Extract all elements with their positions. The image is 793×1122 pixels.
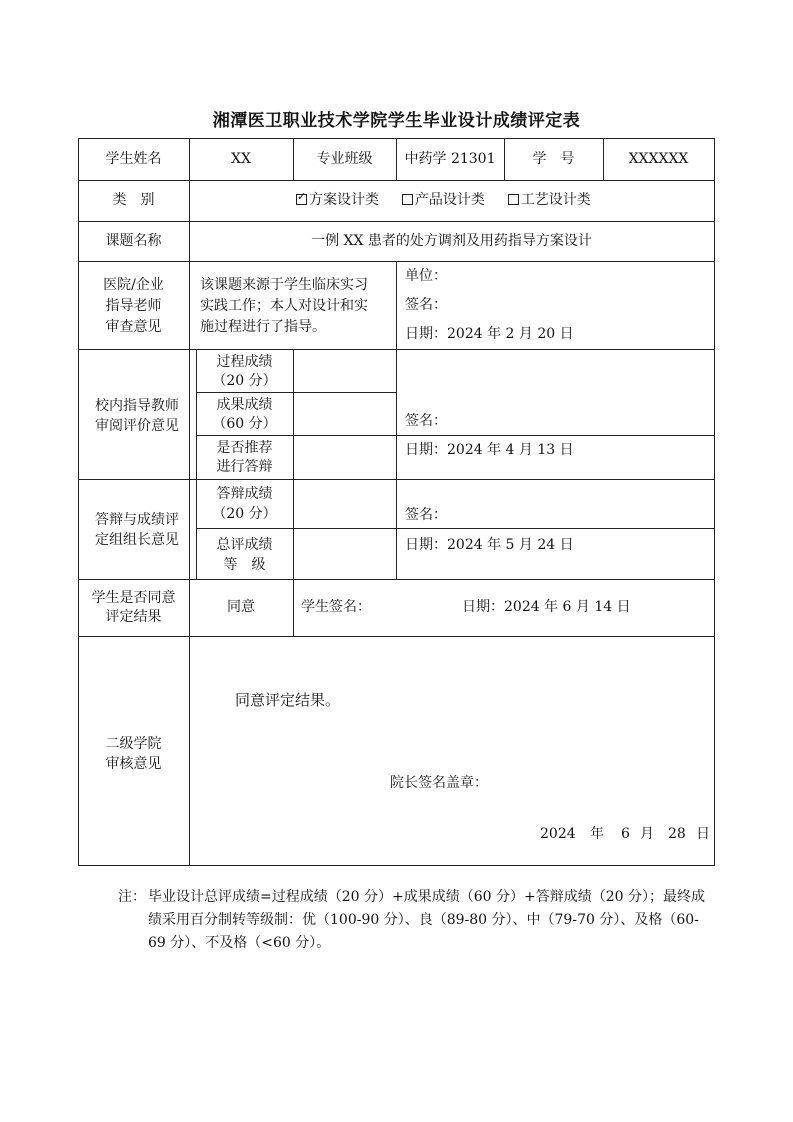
footnote-lead: 注： <box>118 889 146 905</box>
total-score-label-2: 等 级 <box>223 557 266 573</box>
defense-score-label-2: （20 分） <box>212 506 277 522</box>
class-value: 中药学 21301 <box>404 151 496 167</box>
student-id-label: 学 号 <box>532 151 575 167</box>
topic-label: 课题名称 <box>105 233 162 249</box>
college-date-year: 2024 <box>540 826 576 842</box>
hospital-label-line-3: 审查意见 <box>105 319 162 335</box>
page-title: 湘潭医卫职业技术学院学生毕业设计成绩评定表 <box>212 111 581 131</box>
category-option-2[interactable]: 产品设计类 <box>402 192 485 208</box>
category-options <box>296 190 591 210</box>
school-label-line-1: 校内指导教师 <box>95 398 179 414</box>
recommend-label-1: 是否推荐 <box>216 440 273 456</box>
defense-sign-label: 签名： <box>405 507 447 523</box>
agree-label-line-1: 学生是否同意 <box>91 590 176 606</box>
student-sign-label: 学生签名： <box>301 599 371 615</box>
student-id-value: XXXXXX <box>628 151 689 167</box>
defense-label-line-1: 答辩与成绩评 <box>95 512 179 528</box>
hospital-unit-label: 单位： <box>405 268 447 284</box>
student-name-label: 学生姓名 <box>105 151 162 167</box>
footnote-text: 毕业设计总评成绩=过程成绩（20 分）+成果成绩（60 分）+答辩成绩（20 分）；最终成绩采用百分制转等级制：优（100-90 分）、良（89-80 分）、中（79-70 分）、及格（60-69 分）、不及格（<60 分）。 <box>148 889 705 951</box>
college-date-month-unit: 月 <box>640 826 654 842</box>
agree-value: 同意 <box>227 599 255 615</box>
college-date-day: 28 <box>668 826 686 842</box>
checkbox-checked-icon[interactable] <box>296 194 307 205</box>
category-label: 类 别 <box>112 192 155 208</box>
total-score-label-1: 总评成绩 <box>216 537 273 553</box>
defense-date: 日期：2024 年 5 月 24 日 <box>405 537 574 553</box>
college-label-line-2: 审核意见 <box>105 756 162 772</box>
hospital-label-line-1: 医院/企业 <box>103 277 164 293</box>
class-label: 专业班级 <box>316 151 373 167</box>
hospital-comment-line-3: 施过程进行了指导。 <box>200 319 326 335</box>
process-score-label-1: 过程成绩 <box>216 354 273 370</box>
agree-label-line-2: 评定结果 <box>105 609 162 625</box>
process-score-label-2: （20 分） <box>212 373 277 389</box>
school-sign-label: 签名： <box>405 413 447 429</box>
college-date-year-unit: 年 <box>590 826 604 842</box>
hospital-comment-line-1: 该课题来源于学生临床实习 <box>200 277 368 293</box>
school-label-line-2: 审阅评价意见 <box>95 418 179 434</box>
checkbox-icon[interactable] <box>508 194 519 205</box>
agree-date: 日期：2024 年 6 月 14 日 <box>462 599 631 615</box>
hospital-comment-line-2: 实践工作；本人对设计和实 <box>200 298 368 314</box>
result-score-label-2: （60 分） <box>212 416 277 432</box>
topic-value: 一例 XX 患者的处方调剂及用药指导方案设计 <box>311 233 592 249</box>
school-date: 日期：2024 年 4 月 13 日 <box>405 442 574 458</box>
college-date-day-unit: 日 <box>696 826 710 842</box>
dean-sign-label: 院长签名盖章： <box>390 775 488 791</box>
category-option-1[interactable]: ✓ 方案设计类 <box>296 192 379 208</box>
defense-score-label-1: 答辩成绩 <box>216 486 273 502</box>
college-date-month: 6 <box>621 826 630 842</box>
hospital-label-line-2: 指导老师 <box>105 298 162 314</box>
checkbox-icon[interactable] <box>402 194 413 205</box>
college-label-line-1: 二级学院 <box>105 736 162 752</box>
college-comment: 同意评定结果。 <box>235 691 341 709</box>
recommend-label-2: 进行答辩 <box>216 459 273 475</box>
hospital-date: 日期：2024 年 2 月 20 日 <box>405 326 574 342</box>
result-score-label-1: 成果成绩 <box>216 397 273 413</box>
hospital-sign-label: 签名： <box>405 297 447 313</box>
defense-label-line-2: 定组组长意见 <box>95 532 179 548</box>
footnote <box>118 886 708 955</box>
category-option-3[interactable]: 工艺设计类 <box>508 192 591 208</box>
student-name-value: XX <box>231 151 251 167</box>
